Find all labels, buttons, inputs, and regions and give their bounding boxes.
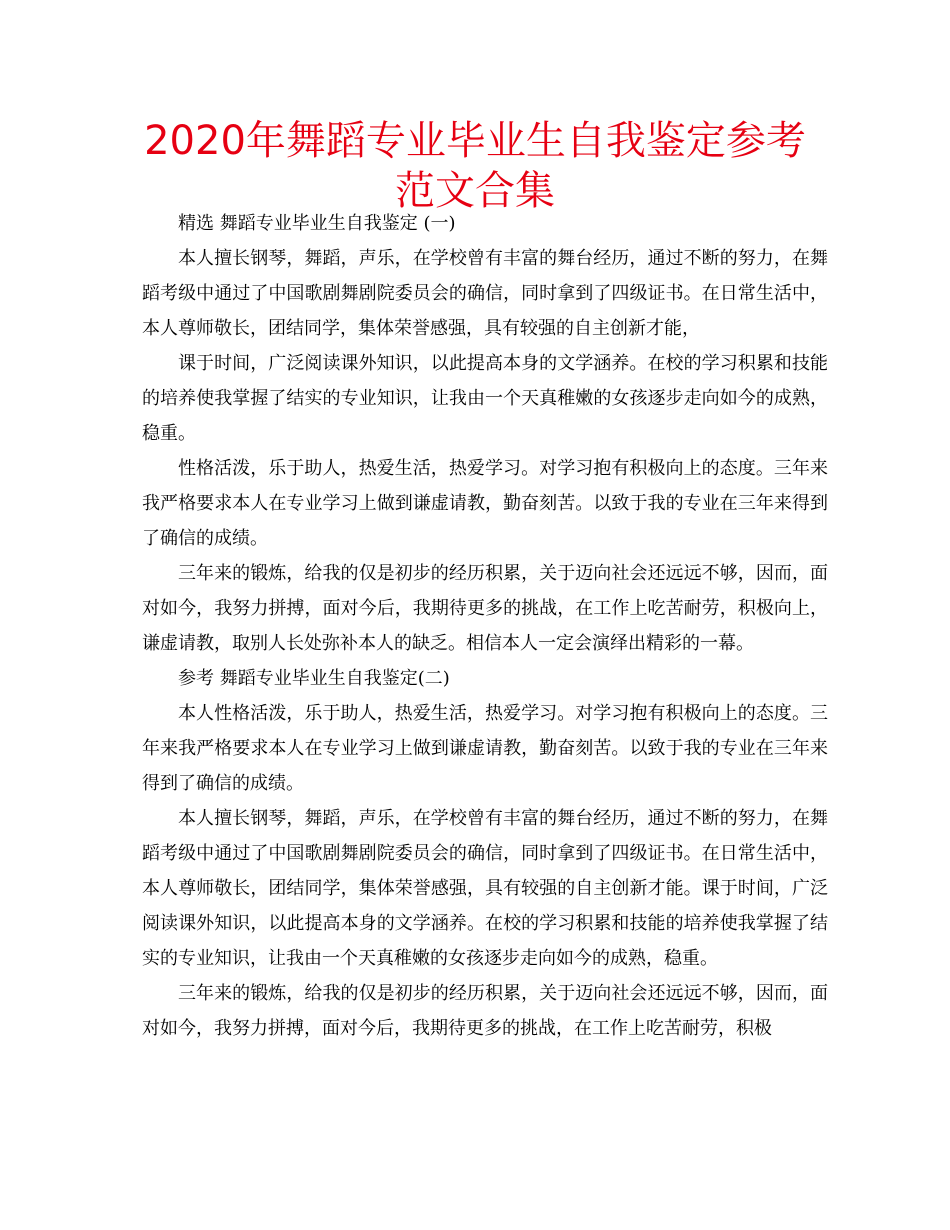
paragraph: 性格活泼，乐于助人，热爱生活，热爱学习。对学习抱有积极向上的态度。三年来我严格要求本人在专业学习上做到谦虚请教，勤奋刻苦。以致于我的专业在三年来得到了确信的成绩。 [142,458,828,549]
paragraph: 本人擅长钢琴，舞蹈，声乐，在学校曾有丰富的舞台经历，通过不断的努力，在舞蹈考级中通过了中国歌剧舞剧院委员会的确信，同时拿到了四级证书。在日常生活中，本人尊师敬长，团结同学，集体荣誉感强，具有较强的自主创新才能。课于时间，广泛阅读课外知识，以此提高本身的文学涵养。在校的学习积累和技能的培养使我掌握了结实的专业知识，让我由一个天真稚嫩的女孩逐步走向如今的成熟，稳重。 [142,808,828,969]
paragraph: 本人擅长钢琴，舞蹈，声乐，在学校曾有丰富的舞台经历，通过不断的努力，在舞蹈考级中通过了中国歌剧舞剧院委员会的确信，同时拿到了四级证书。在日常生活中，本人尊师敬长，团结同学，集体荣誉感强，具有较强的自主创新才能， [142,248,828,339]
document-title: 2020年舞蹈专业毕业生自我鉴定参考范文合集 [144,118,806,214]
paragraph: 本人性格活泼，乐于助人，热爱生活，热爱学习。对学习抱有积极向上的态度。三年来我严格要求本人在专业学习上做到谦虚请教，勤奋刻苦。以致于我的专业在三年来得到了确信的成绩。 [142,703,828,794]
section-heading-2: 参考 舞蹈专业毕业生自我鉴定(二) [178,668,450,689]
paragraph: 三年来的锻炼，给我的仅是初步的经历积累，关于迈向社会还远远不够，因而，面对如今，我努力拼搏，面对今后，我期待更多的挑战，在工作上吃苦耐劳，积极向上，谦虚请教，取别人长处弥补本人的缺乏。相信本人一定会演绎出精彩的一幕。 [142,563,828,654]
paragraph: 三年来的锻炼，给我的仅是初步的经历积累，关于迈向社会还远远不够，因而，面对如今，我努力拼搏，面对今后，我期待更多的挑战，在工作上吃苦耐劳，积极 [142,983,828,1039]
section-heading-1: 精选 舞蹈专业毕业生自我鉴定 (一) [178,213,456,234]
paragraph: 课于时间，广泛阅读课外知识，以此提高本身的文学涵养。在校的学习积累和技能的培养使我掌握了结实的专业知识，让我由一个天真稚嫩的女孩逐步走向如今的成熟，稳重。 [142,353,828,444]
document-body [142,206,828,1046]
